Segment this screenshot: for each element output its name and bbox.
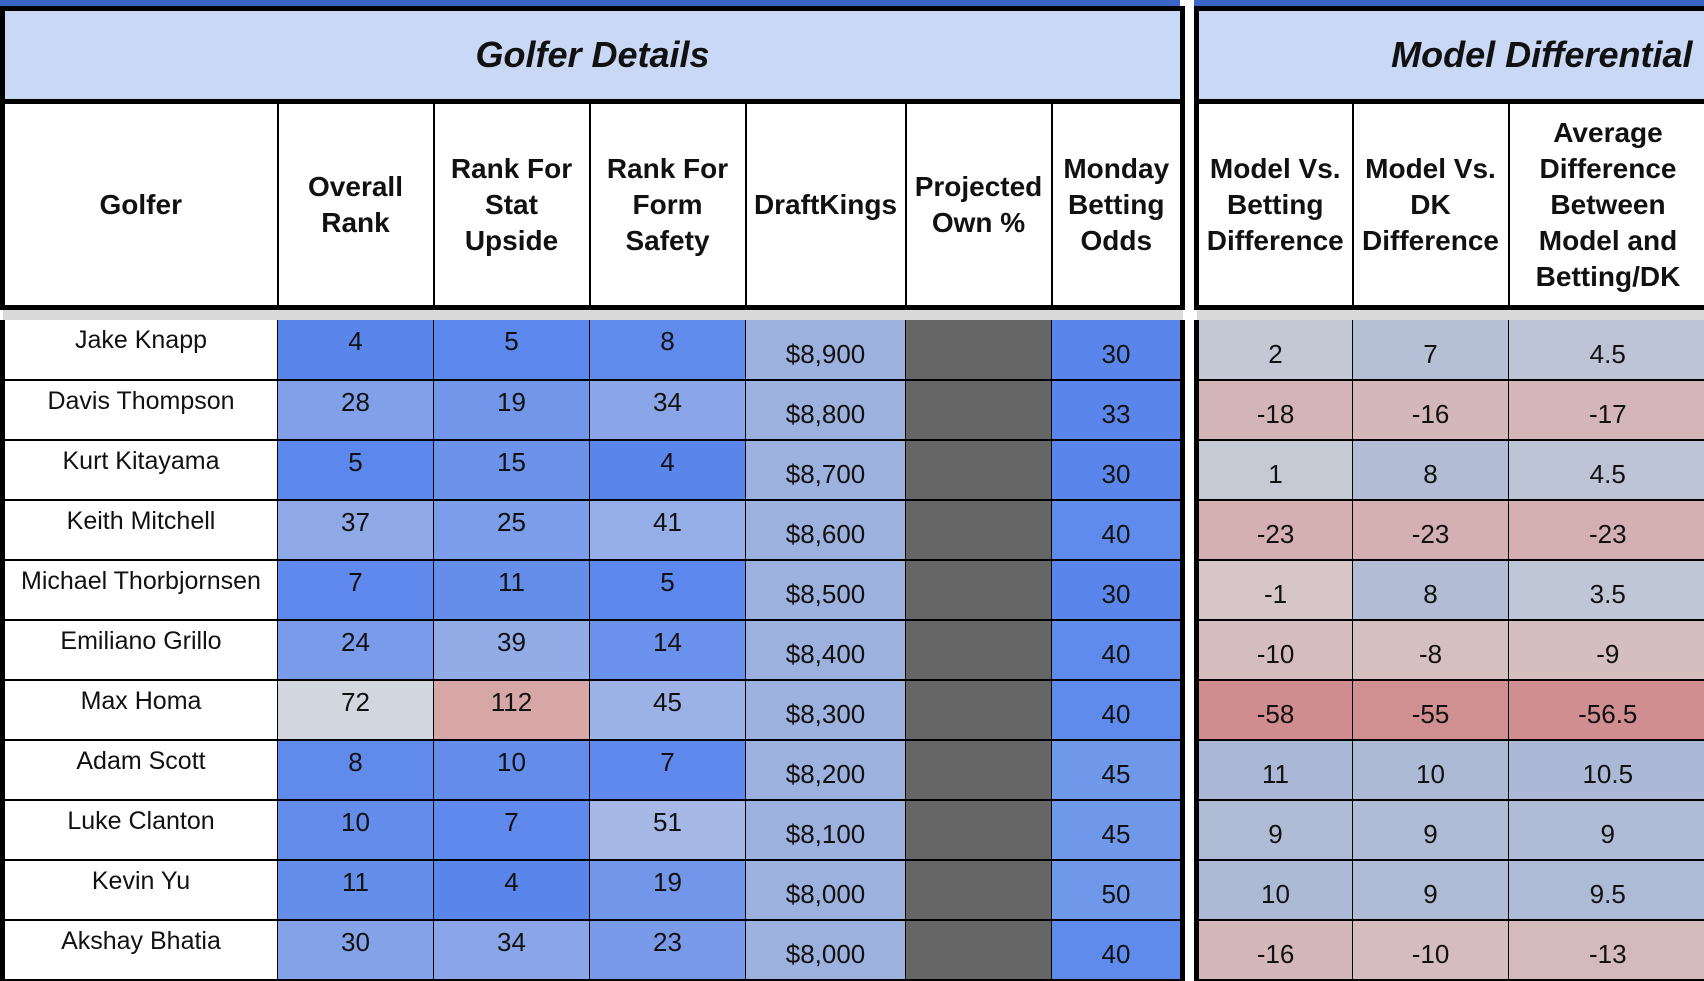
golfer-name-cell[interactable]: Adam Scott [3,740,278,800]
average-difference-cell[interactable]: 4.5 [1509,320,1704,380]
projected-own-cell[interactable] [906,560,1052,620]
overall-rank-cell[interactable]: 7 [278,560,434,620]
golfer-name-cell[interactable]: Luke Clanton [3,800,278,860]
average-difference-cell[interactable]: -9 [1509,620,1704,680]
betting-odds-cell[interactable]: 40 [1052,920,1183,980]
model-vs-dk-cell[interactable]: -16 [1353,380,1509,440]
model-differential-title: Model Differential [1197,9,1704,102]
overall-rank-cell[interactable]: 11 [278,860,434,920]
header-average-difference[interactable]: Average Difference Between Model and Betting/DK [1509,102,1704,308]
projected-own-cell[interactable] [906,440,1052,500]
header-rank-form-safety[interactable]: Rank For Form Safety [590,102,746,308]
table-row [3,860,1183,920]
form-safety-rank-cell[interactable]: 7 [590,740,746,800]
projected-own-cell[interactable] [906,380,1052,440]
average-difference-cell[interactable]: 9.5 [1509,860,1704,920]
model-vs-betting-cell[interactable]: -58 [1197,680,1353,740]
model-differential-body [1197,320,1704,980]
average-difference-cell[interactable]: 10.5 [1509,740,1704,800]
table-row [1197,680,1704,740]
table-row [1197,560,1704,620]
form-safety-rank-cell[interactable]: 41 [590,500,746,560]
header-model-vs-dk[interactable]: Model Vs. DK Difference [1353,102,1509,308]
projected-own-cell[interactable] [906,320,1052,380]
form-safety-rank-cell[interactable]: 23 [590,920,746,980]
betting-odds-cell[interactable]: 33 [1052,380,1183,440]
header-draftkings[interactable]: DraftKings [746,102,906,308]
model-vs-dk-cell[interactable]: 8 [1353,440,1509,500]
overall-rank-cell[interactable]: 37 [278,500,434,560]
table-row [1197,620,1704,680]
header-gap [1197,308,1704,321]
betting-odds-cell[interactable]: 40 [1052,500,1183,560]
golfer-details-title: Golfer Details [3,9,1183,102]
golfer-name-cell[interactable]: Akshay Bhatia [3,920,278,980]
projected-own-cell[interactable] [906,920,1052,980]
model-vs-dk-cell[interactable]: 8 [1353,560,1509,620]
form-safety-rank-cell[interactable]: 8 [590,320,746,380]
model-vs-betting-cell[interactable]: 11 [1197,740,1353,800]
golfer-details-table [0,6,1185,981]
average-difference-cell[interactable]: 9 [1509,800,1704,860]
overall-rank-cell[interactable]: 24 [278,620,434,680]
draftkings-salary-cell[interactable]: $8,500 [746,560,906,620]
model-vs-betting-cell[interactable]: 2 [1197,320,1353,380]
table-row [3,800,1183,860]
table-row [3,380,1183,440]
table-row [3,500,1183,560]
overall-rank-cell[interactable]: 28 [278,380,434,440]
average-difference-cell[interactable]: -56.5 [1509,680,1704,740]
table-row [1197,440,1704,500]
header-monday-betting-odds[interactable]: Monday Betting Odds [1052,102,1183,308]
form-safety-rank-cell[interactable]: 51 [590,800,746,860]
table-row [1197,800,1704,860]
betting-odds-cell[interactable]: 30 [1052,320,1183,380]
draftkings-salary-cell[interactable]: $8,800 [746,380,906,440]
draftkings-salary-cell[interactable]: $8,000 [746,920,906,980]
overall-rank-cell[interactable]: 5 [278,440,434,500]
golfer-name-cell[interactable]: Jake Knapp [3,320,278,380]
model-vs-betting-cell[interactable]: -1 [1197,560,1353,620]
draftkings-salary-cell[interactable]: $8,600 [746,500,906,560]
model-vs-dk-cell[interactable]: 9 [1353,800,1509,860]
form-safety-rank-cell[interactable]: 19 [590,860,746,920]
overall-rank-cell[interactable]: 4 [278,320,434,380]
draftkings-salary-cell[interactable]: $8,300 [746,680,906,740]
betting-odds-cell[interactable]: 30 [1052,440,1183,500]
golfer-name-cell[interactable]: Emiliano Grillo [3,620,278,680]
stat-upside-rank-cell[interactable]: 19 [434,380,590,440]
draftkings-salary-cell[interactable]: $8,000 [746,860,906,920]
projected-own-cell[interactable] [906,740,1052,800]
golfer-name-cell[interactable]: Michael Thorbjornsen [3,560,278,620]
table-row [1197,920,1704,980]
stat-upside-rank-cell[interactable]: 34 [434,920,590,980]
golfer-name-cell[interactable]: Keith Mitchell [3,500,278,560]
average-difference-cell[interactable]: 3.5 [1509,560,1704,620]
header-overall-rank[interactable]: Overall Rank [278,102,434,308]
model-vs-dk-cell[interactable]: -55 [1353,680,1509,740]
draftkings-salary-cell[interactable]: $8,200 [746,740,906,800]
model-vs-dk-cell[interactable]: 10 [1353,740,1509,800]
model-vs-dk-cell[interactable]: 9 [1353,860,1509,920]
table-row [3,560,1183,620]
stat-upside-rank-cell[interactable]: 10 [434,740,590,800]
average-difference-cell[interactable]: 4.5 [1509,440,1704,500]
betting-odds-cell[interactable]: 45 [1052,740,1183,800]
draftkings-salary-cell[interactable]: $8,400 [746,620,906,680]
table-row [3,680,1183,740]
betting-odds-cell[interactable]: 40 [1052,680,1183,740]
model-vs-dk-cell[interactable]: -23 [1353,500,1509,560]
table-row [1197,320,1704,380]
model-vs-betting-cell[interactable]: 10 [1197,860,1353,920]
draftkings-salary-cell[interactable]: $8,900 [746,320,906,380]
model-vs-dk-cell[interactable]: 7 [1353,320,1509,380]
header-model-vs-betting[interactable]: Model Vs. Betting Difference [1197,102,1353,308]
projected-own-cell[interactable] [906,860,1052,920]
model-vs-dk-cell[interactable]: -8 [1353,620,1509,680]
golfer-details-body [3,320,1183,980]
table-row [1197,380,1704,440]
stat-upside-rank-cell[interactable]: 112 [434,680,590,740]
header-gap [3,308,1183,321]
golfer-name-cell[interactable]: Kevin Yu [3,860,278,920]
header-golfer[interactable]: Golfer [3,102,278,308]
draftkings-salary-cell[interactable]: $8,700 [746,440,906,500]
header-projected-own[interactable]: Projected Own % [906,102,1052,308]
projected-own-cell[interactable] [906,800,1052,860]
form-safety-rank-cell[interactable]: 45 [590,680,746,740]
overall-rank-cell[interactable]: 72 [278,680,434,740]
table-row [3,920,1183,980]
model-vs-betting-cell[interactable]: -16 [1197,920,1353,980]
form-safety-rank-cell[interactable]: 14 [590,620,746,680]
header-rank-stat-upside[interactable]: Rank For Stat Upside [434,102,590,308]
projected-own-cell[interactable] [906,620,1052,680]
model-differential-panel [1194,0,1704,981]
overall-rank-cell[interactable]: 30 [278,920,434,980]
draftkings-salary-cell[interactable]: $8,100 [746,800,906,860]
table-row [1197,860,1704,920]
average-difference-cell[interactable]: -17 [1509,380,1704,440]
table-row [1197,500,1704,560]
table-row [3,620,1183,680]
betting-odds-cell[interactable]: 45 [1052,800,1183,860]
golfer-name-cell[interactable]: Davis Thompson [3,380,278,440]
table-row [3,740,1183,800]
table-row [3,440,1183,500]
projected-own-cell[interactable] [906,680,1052,740]
stat-upside-rank-cell[interactable]: 5 [434,320,590,380]
model-vs-dk-cell[interactable]: -10 [1353,920,1509,980]
betting-odds-cell[interactable]: 40 [1052,620,1183,680]
model-vs-betting-cell[interactable]: 1 [1197,440,1353,500]
table-row [3,320,1183,380]
overall-rank-cell[interactable]: 8 [278,740,434,800]
average-difference-cell[interactable]: -13 [1509,920,1704,980]
stat-upside-rank-cell[interactable]: 7 [434,800,590,860]
stat-upside-rank-cell[interactable]: 15 [434,440,590,500]
projected-own-cell[interactable] [906,500,1052,560]
table-row [1197,740,1704,800]
form-safety-rank-cell[interactable]: 5 [590,560,746,620]
average-difference-cell[interactable]: -23 [1509,500,1704,560]
golfer-name-cell[interactable]: Max Homa [3,680,278,740]
golfer-name-cell[interactable]: Kurt Kitayama [3,440,278,500]
form-safety-rank-cell[interactable]: 34 [590,380,746,440]
model-vs-betting-cell[interactable]: -23 [1197,500,1353,560]
stat-upside-rank-cell[interactable]: 25 [434,500,590,560]
stat-upside-rank-cell[interactable]: 4 [434,860,590,920]
betting-odds-cell[interactable]: 50 [1052,860,1183,920]
model-vs-betting-cell[interactable]: -10 [1197,620,1353,680]
model-vs-betting-cell[interactable]: 9 [1197,800,1353,860]
model-differential-table [1194,6,1704,981]
overall-rank-cell[interactable]: 10 [278,800,434,860]
stat-upside-rank-cell[interactable]: 11 [434,560,590,620]
betting-odds-cell[interactable]: 30 [1052,560,1183,620]
form-safety-rank-cell[interactable]: 4 [590,440,746,500]
model-vs-betting-cell[interactable]: -18 [1197,380,1353,440]
stat-upside-rank-cell[interactable]: 39 [434,620,590,680]
